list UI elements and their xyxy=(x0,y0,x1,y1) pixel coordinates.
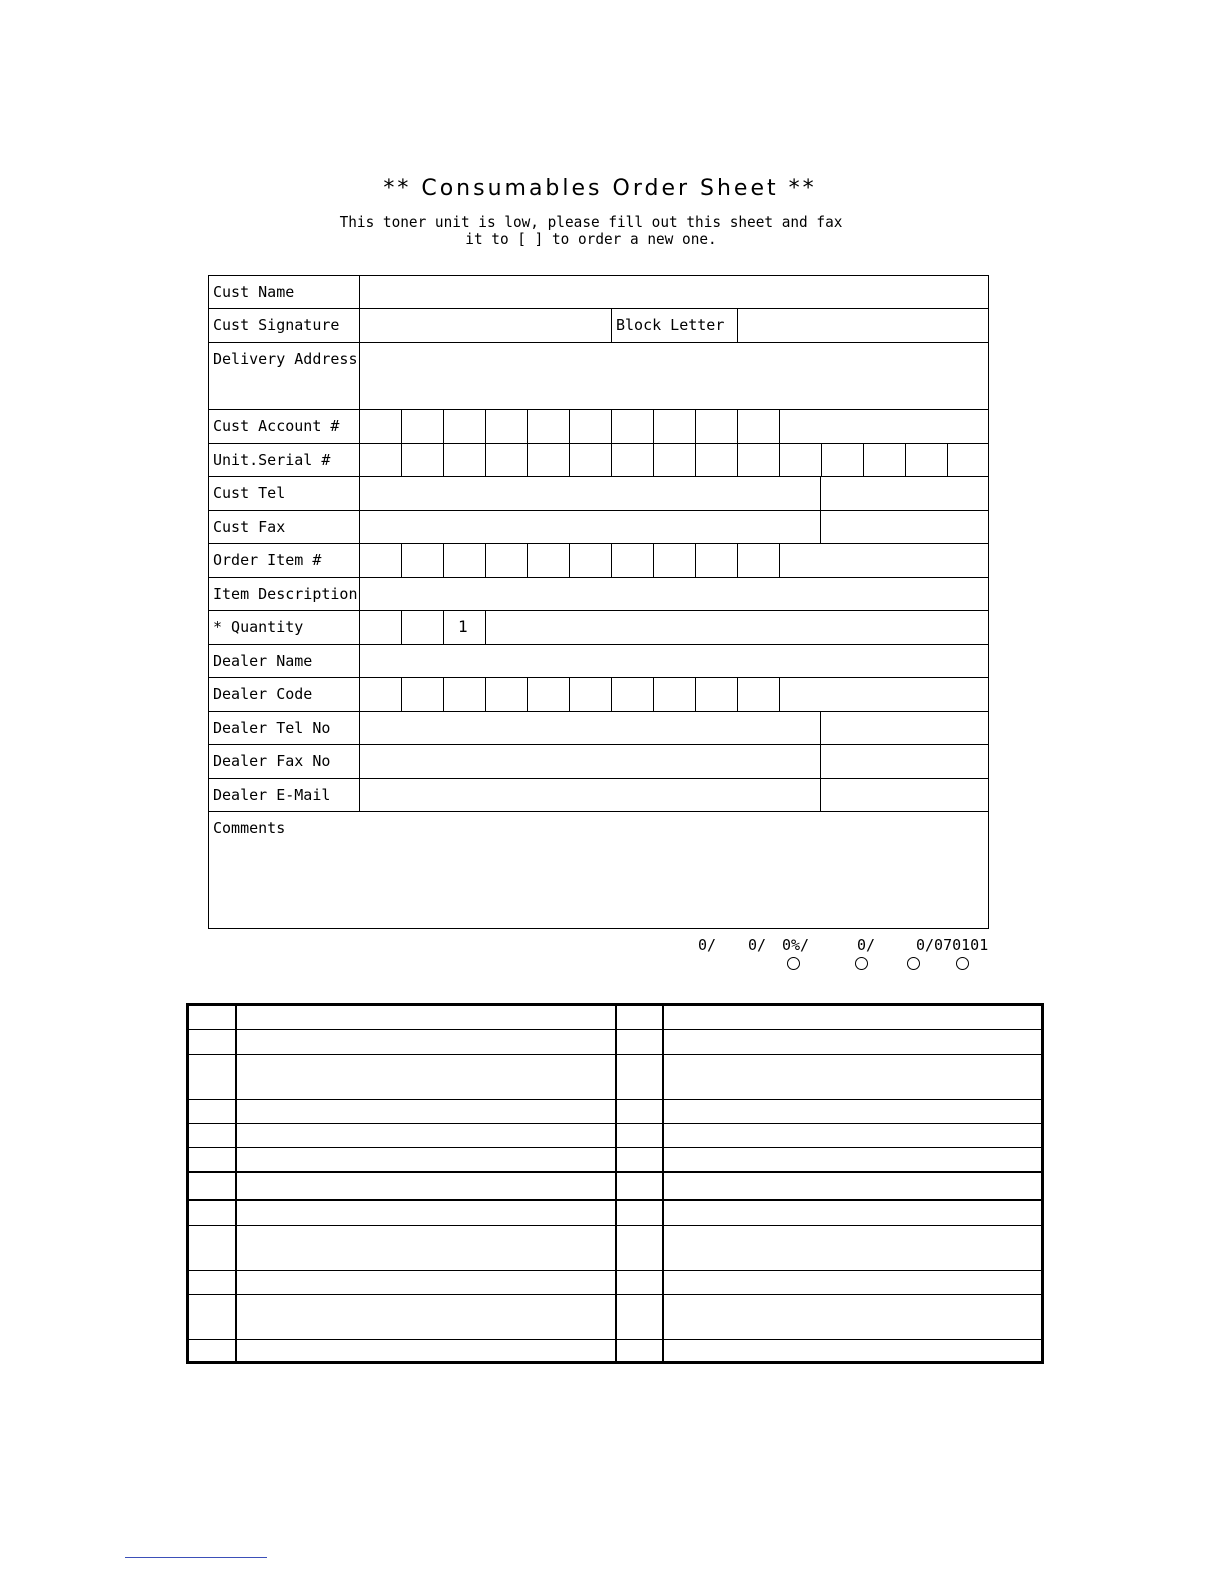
unit-serial-digit-box[interactable] xyxy=(695,443,738,477)
unit-serial-digit-box[interactable] xyxy=(863,443,906,477)
dealer-email-field[interactable] xyxy=(359,778,821,812)
dealer-code-digit-box[interactable] xyxy=(527,677,570,712)
blank-record-table xyxy=(186,1003,1044,1364)
delivery-address-label: Delivery Address xyxy=(208,342,360,410)
dealer-name-label: Dealer Name xyxy=(208,644,360,678)
order-item-digit-box[interactable] xyxy=(485,543,528,578)
unit-serial-digit-box[interactable] xyxy=(443,443,486,477)
cust-fax-label: Cust Fax xyxy=(208,510,360,544)
unit-serial-digit-box[interactable] xyxy=(947,443,989,477)
unit-serial-digit-box[interactable] xyxy=(611,443,654,477)
cust-tel-field[interactable] xyxy=(359,476,821,511)
page-title: ** Consumables Order Sheet ** xyxy=(383,176,817,201)
dealer-code-digit-box[interactable] xyxy=(611,677,654,712)
table-row-divider xyxy=(189,1099,1041,1100)
cust-account-label: Cust Account # xyxy=(208,409,360,444)
dealer-code-digit-box[interactable] xyxy=(443,677,486,712)
table-row-divider xyxy=(189,1339,1041,1340)
unit-serial-digit-box[interactable] xyxy=(779,443,822,477)
table-row-divider xyxy=(189,1147,1041,1148)
circle-marker xyxy=(907,957,920,970)
cust-account-digit-box[interactable] xyxy=(611,409,654,444)
cust-account-remainder xyxy=(779,409,989,444)
unit-serial-digit-box[interactable] xyxy=(737,443,780,477)
dealer-email-label: Dealer E-Mail xyxy=(208,778,360,812)
unit-serial-label: Unit.Serial # xyxy=(208,443,360,477)
quantity-label: * Quantity xyxy=(208,610,360,645)
cust-account-digit-box[interactable] xyxy=(569,409,612,444)
dealer-fax-label: Dealer Fax No xyxy=(208,744,360,779)
cust-fax-extra-field[interactable] xyxy=(820,510,989,544)
cust-account-digit-box[interactable] xyxy=(401,409,444,444)
dealer-code-label: Dealer Code xyxy=(208,677,360,712)
dealer-code-digit-box[interactable] xyxy=(485,677,528,712)
circle-marker xyxy=(787,957,800,970)
comments-label: Comments xyxy=(213,819,286,837)
item-description-field[interactable] xyxy=(359,577,989,611)
unit-serial-digit-box[interactable] xyxy=(401,443,444,477)
dealer-fax-extra-field[interactable] xyxy=(820,744,989,779)
dealer-tel-label: Dealer Tel No xyxy=(208,711,360,745)
cust-account-digit-box[interactable] xyxy=(653,409,696,444)
dealer-name-field[interactable] xyxy=(359,644,989,678)
code-4: 0/ xyxy=(857,936,876,954)
dealer-code-digit-box[interactable] xyxy=(695,677,738,712)
comments-field[interactable] xyxy=(208,811,989,929)
dealer-code-digit-box[interactable] xyxy=(401,677,444,712)
table-column-divider xyxy=(235,1006,237,1361)
dealer-tel-field[interactable] xyxy=(359,711,821,745)
cust-name-label: Cust Name xyxy=(208,275,360,309)
order-item-digit-box[interactable] xyxy=(527,543,570,578)
cust-account-digit-box[interactable] xyxy=(737,409,780,444)
order-item-digit-box[interactable] xyxy=(569,543,612,578)
cust-account-digit-box[interactable] xyxy=(485,409,528,444)
cust-account-digit-box[interactable] xyxy=(695,409,738,444)
order-item-digit-box[interactable] xyxy=(443,543,486,578)
dealer-code-digit-box[interactable] xyxy=(359,677,402,712)
dealer-code-digit-box[interactable] xyxy=(653,677,696,712)
table-row-divider xyxy=(189,1054,1041,1055)
order-item-label: Order Item # xyxy=(208,543,360,578)
table-row-divider xyxy=(189,1123,1041,1124)
table-column-divider xyxy=(615,1006,617,1361)
table-row-divider xyxy=(189,1029,1041,1030)
cust-fax-field[interactable] xyxy=(359,510,821,544)
order-item-digit-box[interactable] xyxy=(695,543,738,578)
instructions xyxy=(24,214,1159,248)
order-form xyxy=(208,275,989,929)
delivery-address-field[interactable] xyxy=(359,342,989,410)
block-letter-label: Block Letter xyxy=(611,308,738,343)
unit-serial-digit-box[interactable] xyxy=(527,443,570,477)
quantity-digit-box[interactable] xyxy=(359,610,402,645)
instructions-line-1: This toner unit is low, please fill out this sheet and fax xyxy=(339,213,843,231)
order-item-digit-box[interactable] xyxy=(611,543,654,578)
item-description-label: Item Description xyxy=(208,577,360,611)
dealer-code-digit-box[interactable] xyxy=(569,677,612,712)
cust-signature-label: Cust Signature xyxy=(208,308,360,343)
table-row-divider xyxy=(189,1171,1041,1173)
cust-tel-extra-field[interactable] xyxy=(820,476,989,511)
dealer-email-extra-field[interactable] xyxy=(820,778,989,812)
table-row-divider xyxy=(189,1225,1041,1226)
quantity-digit-box[interactable] xyxy=(401,610,444,645)
dealer-code-remainder xyxy=(779,677,989,712)
footer-link-underline[interactable] xyxy=(125,1557,267,1558)
cust-account-digit-box[interactable] xyxy=(527,409,570,444)
code-3: 0%/ xyxy=(782,936,810,954)
cust-name-field[interactable] xyxy=(359,275,989,309)
table-row-divider xyxy=(189,1270,1041,1271)
code-5: 0/070101 xyxy=(916,936,989,954)
order-item-digit-box[interactable] xyxy=(359,543,402,578)
dealer-fax-field[interactable] xyxy=(359,744,821,779)
unit-serial-digit-box[interactable] xyxy=(653,443,696,477)
block-letter-field[interactable] xyxy=(737,308,989,343)
order-item-digit-box[interactable] xyxy=(737,543,780,578)
circle-marker xyxy=(956,957,969,970)
instructions-line-2: it to [ ] to order a new one. xyxy=(465,230,717,248)
table-row-divider xyxy=(189,1294,1041,1295)
quantity-value[interactable]: 1 xyxy=(443,610,486,645)
dealer-tel-extra-field[interactable] xyxy=(820,711,989,745)
quantity-remainder xyxy=(485,610,989,645)
cust-account-digit-box[interactable] xyxy=(443,409,486,444)
circle-marker xyxy=(855,957,868,970)
unit-serial-digit-box[interactable] xyxy=(905,443,948,477)
code-1: 0/ xyxy=(698,936,717,954)
unit-serial-digit-box[interactable] xyxy=(359,443,402,477)
cust-account-digit-box[interactable] xyxy=(359,409,402,444)
cust-signature-field[interactable] xyxy=(359,308,612,343)
cust-tel-label: Cust Tel xyxy=(208,476,360,511)
order-item-digit-box[interactable] xyxy=(653,543,696,578)
unit-serial-digit-box[interactable] xyxy=(821,443,864,477)
unit-serial-digit-box[interactable] xyxy=(485,443,528,477)
dealer-code-digit-box[interactable] xyxy=(737,677,780,712)
order-item-remainder xyxy=(779,543,989,578)
order-item-digit-box[interactable] xyxy=(401,543,444,578)
unit-serial-digit-box[interactable] xyxy=(569,443,612,477)
table-column-divider xyxy=(662,1006,664,1361)
table-row-divider xyxy=(189,1199,1041,1201)
code-2: 0/ xyxy=(748,936,767,954)
